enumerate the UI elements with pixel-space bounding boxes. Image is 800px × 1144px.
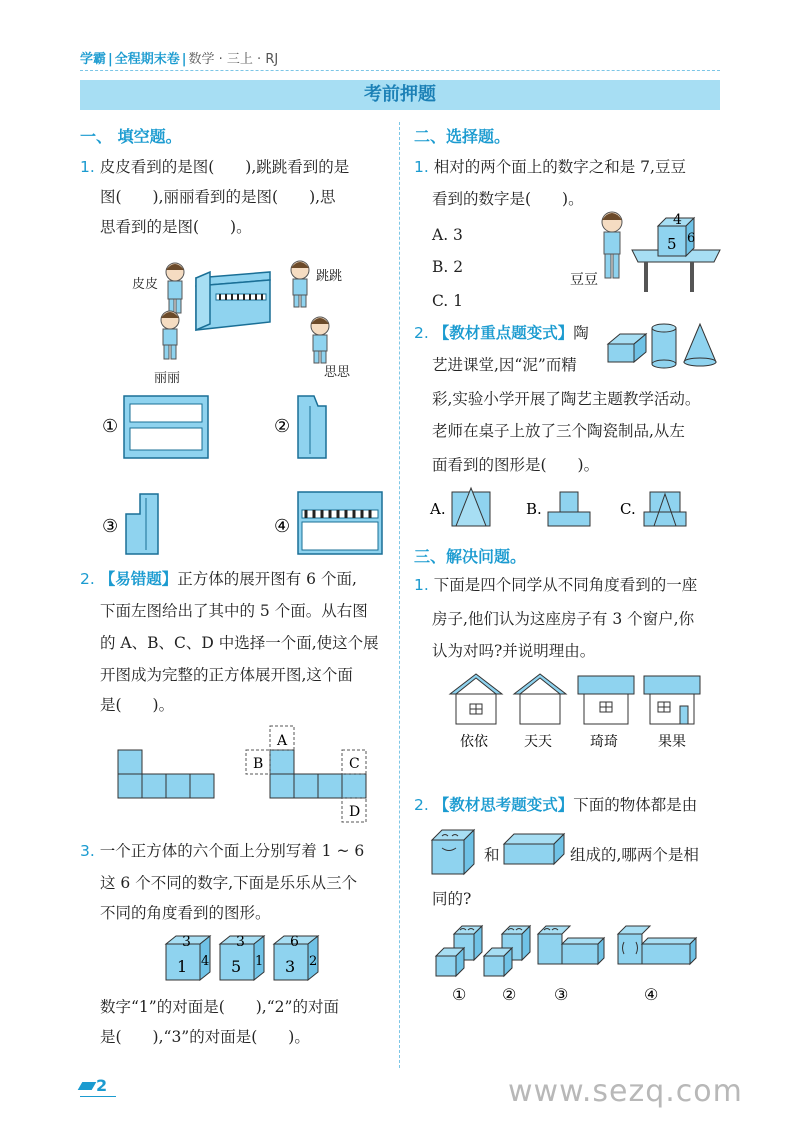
q1-number: 1. [80,158,95,176]
label-lili: 丽丽 [154,371,181,385]
q1-option-4-figure [298,492,382,554]
svg-text:3: 3 [236,934,245,950]
s2-number: 2. [414,796,429,814]
svg-text:6: 6 [687,231,696,246]
c1-option-b: B. 2 [432,258,464,276]
label-yiyi: 依依 [460,734,488,750]
q1-line-1: 1. 皮皮看到的是图( ),跳跳看到的是 [80,158,350,176]
q1-option-4-label: ④ [274,516,291,537]
kid-tiaotiao [291,261,309,307]
watermark: www.sezq.com [508,1074,743,1109]
q2-line-5: 是( )。 [100,696,175,714]
column-divider [399,122,400,1068]
svg-text:3: 3 [182,934,191,950]
svg-text:1: 1 [177,957,188,976]
c2-options [428,484,698,530]
q2-line-3: 的 A、B、C、D 中选择一个面,使这个展 [100,634,379,652]
net-label-d: D [349,804,361,820]
svg-text:4: 4 [201,954,210,969]
house-qiqi [578,676,634,724]
pencil-icon [78,1082,97,1090]
q3-cube-1 [166,934,210,980]
q1-piano-scene [120,250,390,385]
c2-line-2: 艺进课堂,因“泥”而精 [432,356,577,374]
object-3 [538,926,604,964]
page-title: 考前押题 [80,80,720,110]
c2-option-b-label: B. [526,500,542,518]
cuboid-icon [608,334,646,362]
s2-option-1: ① [452,985,467,1004]
q1-line-2: 图( ),丽丽看到的是图( ),思 [100,188,336,206]
cylinder-icon [652,324,676,368]
label-guoguo: 果果 [658,734,686,750]
s2-option-4: ④ [644,985,659,1004]
svg-text:3: 3 [285,957,296,976]
svg-text:5: 5 [667,235,677,253]
q1-option-1-label: ① [102,416,119,437]
s2-line-1: 2. 【教材思考题变式】下面的物体都是由 [414,796,698,814]
section-solve-title: 三、解决问题。 [414,547,527,566]
c2-line-3: 彩,实验小学开展了陶艺主题教学活动。 [432,390,701,408]
q2-number: 2. [80,570,95,588]
c1-figure [560,204,725,296]
running-header: 学霸 | 全程期末卷 | 数学 · 三上 · RJ [80,52,279,67]
label-tiaotiao: 跳跳 [316,269,343,284]
kid-doudou [602,212,622,278]
header-rule [80,70,720,71]
c2-option-a-figure [452,488,490,526]
q2-right-net [246,726,366,822]
page-number: 2 [96,1076,108,1095]
q1-options [96,390,396,565]
s1-line-3: 认为对吗?并说明理由。 [432,642,596,660]
s2-line-2: 组成的,哪两个是相 [570,846,699,864]
label-pipi: 皮皮 [132,277,159,292]
cube-face-icon [432,830,474,874]
s2-parts [430,826,570,882]
c2-option-b-figure [548,492,590,526]
q3-answer-line-2: 是( ),“3”的对面是( )。 [100,1028,310,1046]
object-2 [484,926,530,976]
label-sisi: 思思 [324,365,351,380]
q3-answer-line-1: 数字“1”的对面是( ),“2”的对面 [100,998,339,1016]
s2-line-3: 同的? [432,890,472,908]
q2-line-2: 下面左图给出了其中的 5 个面。从右图 [100,602,368,620]
object-1 [436,926,482,976]
c2-line-4: 老师在桌子上放了三个陶瓷制品,从左 [432,422,685,440]
kid-pipi [166,263,184,313]
c2-tag: 【教材重点题变式】 [433,324,574,342]
q1-option-1-figure [124,396,208,458]
svg-text:1: 1 [255,954,264,969]
label-doudou: 豆豆 [570,272,598,288]
house-tiantian [514,674,566,724]
brand: 学霸 [80,52,107,67]
kid-lili [161,311,179,359]
c2-option-c-figure [644,492,686,526]
net-label-c: C [349,756,360,772]
net-label-a: A [277,733,288,749]
c1-option-a: A. 3 [432,226,463,244]
label-qiqi: 琦琦 [590,734,618,750]
s2-option-3: ③ [554,985,569,1004]
q3-number: 3. [80,842,95,860]
q3-line-2: 这 6 个不同的数字,下面是乐乐从三个 [100,874,358,892]
q3-cube-2 [220,934,264,980]
c2-line-5: 面看到的图形是( )。 [432,456,600,474]
c2-line-1: 2. 【教材重点题变式】陶 [414,324,589,342]
svg-text:5: 5 [231,957,242,976]
c1-cube [658,212,695,256]
c2-solids [604,320,724,370]
q3-cubes [160,932,330,988]
c1-option-c: C. 1 [432,292,464,310]
s1-number: 1. [414,576,429,594]
cone-icon [684,324,716,366]
s1-line-1: 1. 下面是四个同学从不同角度看到的一座 [414,576,698,594]
label-tiantian: 天天 [524,734,552,750]
house-yiyi [450,674,502,724]
q2-nets [110,722,390,832]
series: 全程期末卷 [114,52,180,67]
svg-text:4: 4 [673,212,682,228]
section-choice-title: 二、选择题。 [414,127,511,146]
s2-tag: 【教材思考题变式】 [433,796,574,814]
s2-and: 和 [484,846,500,864]
footer-rule [80,1096,116,1097]
q3-line-1: 3. 一个正方体的六个面上分别写着 1 ~ 6 [80,842,365,860]
s1-line-2: 房子,他们认为这座房子有 3 个窗户,你 [432,610,695,628]
cuboid-block-icon [504,834,564,864]
q1-option-3-label: ③ [102,516,119,537]
q1-option-3-figure [126,494,158,554]
c1-line-1: 1. 相对的两个面上的数字之和是 7,豆豆 [414,158,686,176]
q2-line-4: 开图成为完整的正方体展开图,这个面 [100,666,353,684]
svg-text:2: 2 [309,954,318,969]
section-fill-title: 一、 填空题。 [80,127,182,146]
subject: 数学 · 三上 · RJ [188,52,279,67]
s1-houses [444,670,704,754]
c2-option-a-label: A. [430,500,446,518]
svg-text:6: 6 [290,934,299,950]
c1-line-2: 看到的数字是( )。 [432,190,584,208]
s2-objects [434,920,704,1004]
c2-option-c-label: C. [620,500,636,518]
kid-sisi [311,317,329,363]
q2-left-net [118,750,214,798]
q3-cube-3 [274,934,318,980]
object-4 [618,926,696,964]
q2-tag: 【易错题】 [99,570,178,588]
q3-line-3: 不同的角度看到的图形。 [100,904,271,922]
s2-option-2: ② [502,985,517,1004]
c2-number: 2. [414,324,429,342]
q1-option-2-figure [298,396,326,458]
q1-option-2-label: ② [274,416,291,437]
q2-line-1: 2. 【易错题】正方体的展开图有 6 个面, [80,570,357,588]
c1-number: 1. [414,158,429,176]
net-label-b: B [253,756,264,772]
q1-line-3: 思看到的是图( )。 [100,218,252,236]
house-guoguo [644,676,700,724]
